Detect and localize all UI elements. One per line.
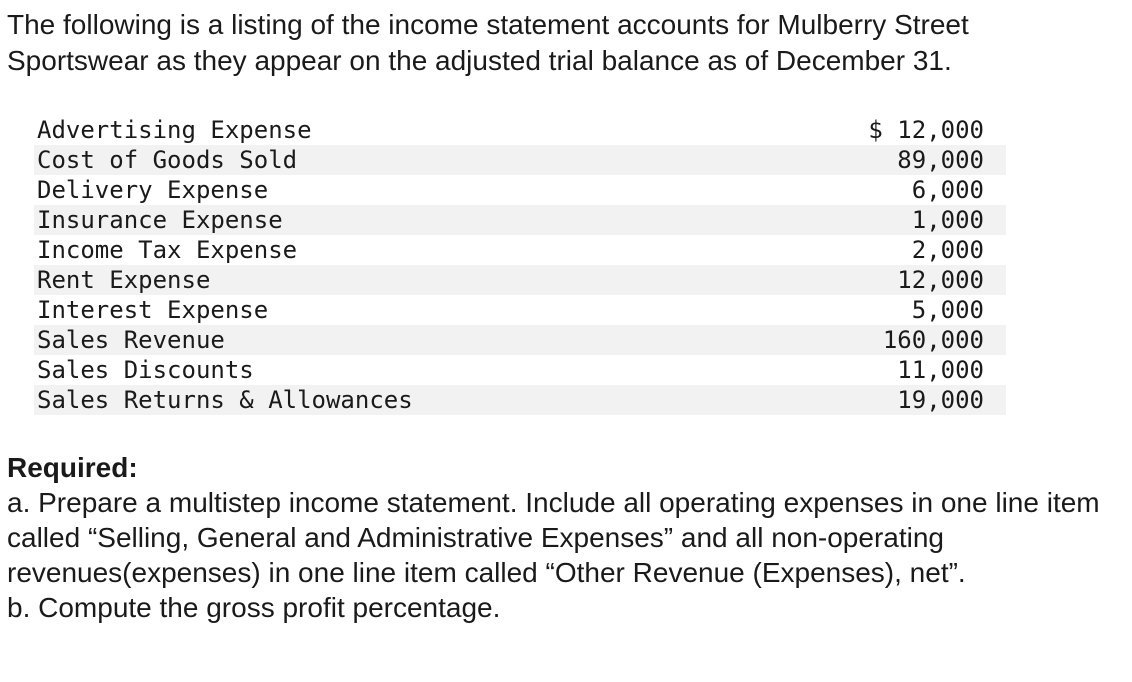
problem-intro: The following is a listing of the income statement accounts for Mulberry Street Sportswear as they appear on the adjusted trial balance as of December 31. (7, 9, 969, 76)
table-row (34, 235, 1006, 265)
account-amount: 6,000 (911, 176, 984, 204)
required-heading: Required: (7, 452, 138, 483)
account-amount: 11,000 (897, 356, 984, 384)
requirement-a: a. Prepare a multistep income statement. Include all operating expenses in one line item called “Selling, General and Administrative Expenses” and all non-operating revenues(expenses) in one line item called “Other Revenue (Expenses), net”. (7, 487, 1100, 588)
table-row (34, 115, 1006, 145)
table-row (34, 175, 1006, 205)
table-row (34, 295, 1006, 325)
table-row (34, 265, 1006, 295)
table-row (34, 385, 1006, 415)
account-name: Interest Expense (37, 296, 269, 324)
requirement-b: b. Compute the gross profit percentage. (7, 592, 501, 623)
account-amount: $ 12,000 (868, 116, 984, 144)
account-name: Delivery Expense (37, 176, 269, 204)
required-section (7, 450, 1122, 625)
account-amount: 1,000 (747, 205, 1006, 235)
account-amount: 160,000 (747, 325, 1006, 355)
table-row (34, 355, 1006, 385)
account-name: Advertising Expense (37, 116, 312, 144)
account-name: Income Tax Expense (37, 236, 298, 264)
table-row (34, 205, 1006, 235)
table-row (34, 145, 1006, 175)
account-name: Sales Discounts (37, 356, 254, 384)
account-amount: 19,000 (747, 385, 1006, 415)
table-row (34, 325, 1006, 355)
account-name: Sales Revenue (34, 325, 747, 355)
accounts-table (34, 115, 1006, 415)
account-amount: 5,000 (911, 296, 984, 324)
account-amount: 12,000 (747, 265, 1006, 295)
account-name: Rent Expense (34, 265, 747, 295)
account-name: Sales Returns & Allowances (34, 385, 747, 415)
account-amount: 2,000 (911, 236, 984, 264)
account-name: Cost of Goods Sold (34, 145, 747, 175)
account-amount: 89,000 (747, 145, 1006, 175)
account-name: Insurance Expense (34, 205, 747, 235)
